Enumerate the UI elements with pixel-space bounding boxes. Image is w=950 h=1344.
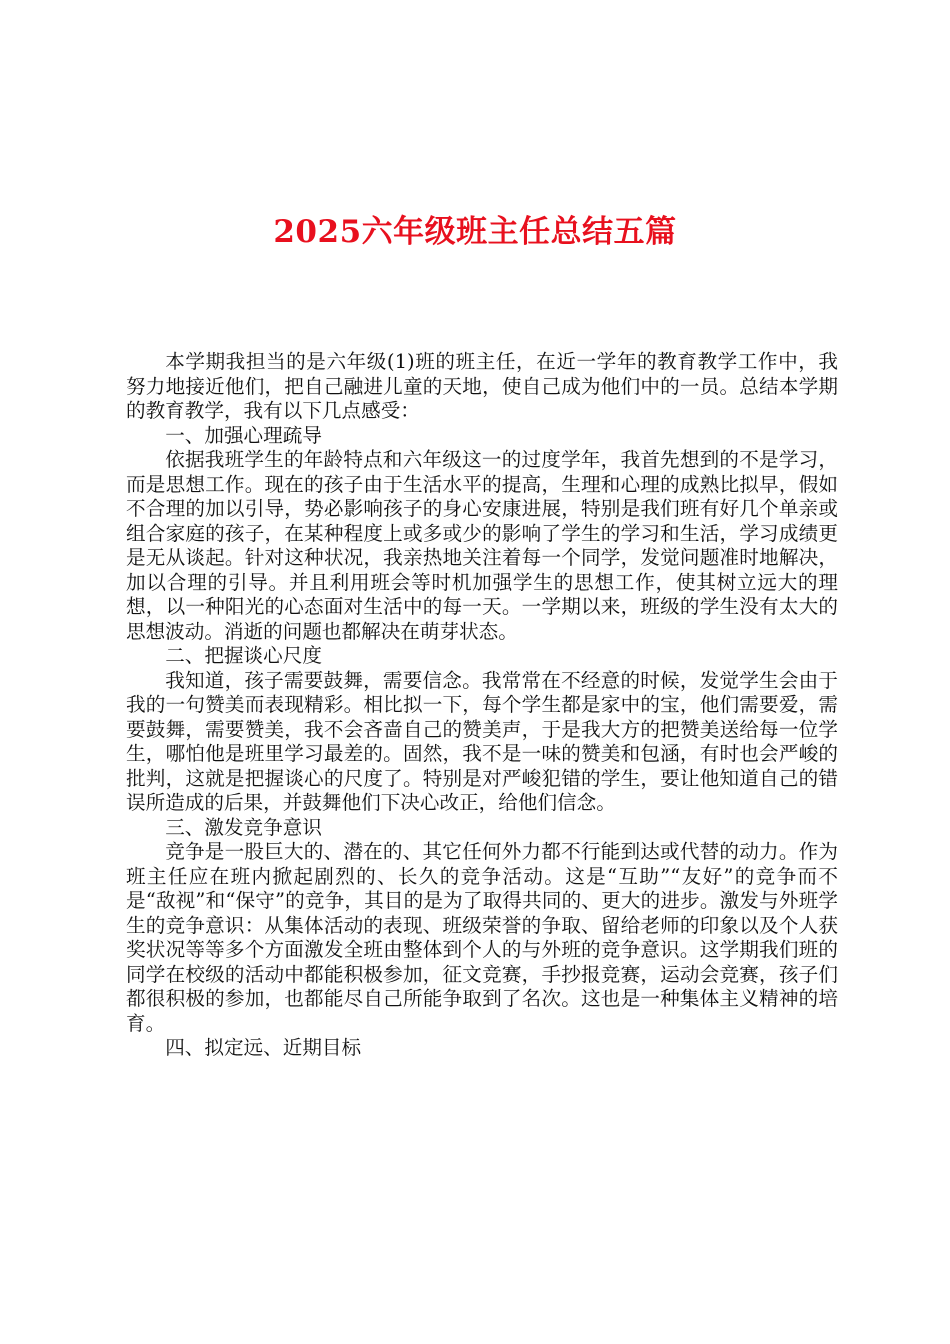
paragraph-intro: 本学期我担当的是六年级(1)班的班主任，在近一学年的教育教学工作中，我努力地接近他们，把自己融进儿童的天地，使自己成为他们中的一员。总结本学期的教育教学，我有以下几点感受：: [126, 350, 838, 422]
section-heading-3: 三、激发竞争意识: [165, 815, 322, 839]
section-heading-2: 二、把握谈心尺度: [165, 644, 322, 667]
section-heading-1: 一、加强心理疏导: [165, 423, 322, 447]
paragraph-section-1: 依据我班学生的年龄特点和六年级这一的过度学年，我首先想到的不是学习，而是思想工作。现在的孩子由于生活水平的提高，生理和心理的成熟比拟早，假如不合理的加以引导，势必影响孩子的身心安康进展，特别是我们班有好几个单亲或组合家庭的孩子，在某种程度上或多或少的影响了学生的学习和生活，学习成绩更是无从谈起。针对这种状况，我亲热地关注着每一个同学，发觉问题准时地解决，加以合理的引导。并且利用班会等时机加强学生的思想工作，使其树立远大的理想，以一种阳光的心态面对生活中的每一天。一学期以来，班级的学生没有太大的思想波动。消逝的问题也都解决在萌芽状态。: [126, 448, 838, 643]
section-heading-4: 四、拟定远、近期目标: [165, 1036, 362, 1059]
paragraph-section-3: 竞争是一股巨大的、潜在的、其它任何外力都不行能到达或代替的动力。作为班主任应在班内掀起剧烈的、长久的竞争活动。这是“互助”“友好”的竞争而不是“敌视”和“保守”的竞争，其目的是为了取得共同的、更大的进步。激发与外班学生的竞争意识：从集体活动的表现、班级荣誉的争取、留给老师的印象以及个人获奖状况等等多个方面激发全班由整体到个人的与外班的竞争意识。这学期我们班的同学在校级的活动中都能积极参加，征文竞赛，手抄报竞赛，运动会竞赛，孩子们都很积极的参加，也都能尽自己所能争取到了名次。这也是一种集体主义精神的培育。: [126, 840, 838, 1035]
paragraph-section-2: 我知道，孩子需要鼓舞，需要信念。我常常在不经意的时候，发觉学生会由于我的一句赞美而表现精彩。相比拟一下，每个学生都是家中的宝，他们需要爱，需要鼓舞，需要赞美，我不会吝啬自己的赞美声，于是我大方的把赞美送给每一位学生，哪怕他是班里学习最差的。固然，我不是一味的赞美和包涵，有时也会严峻的批判，这就是把握谈心的尺度了。特别是对严峻犯错的学生，要让他知道自己的错误所造成的后果，并鼓舞他们下决心改正，给他们信念。: [126, 668, 838, 814]
document-title: 2025六年级班主任总结五篇: [273, 214, 677, 250]
document-body: [126, 350, 838, 1061]
